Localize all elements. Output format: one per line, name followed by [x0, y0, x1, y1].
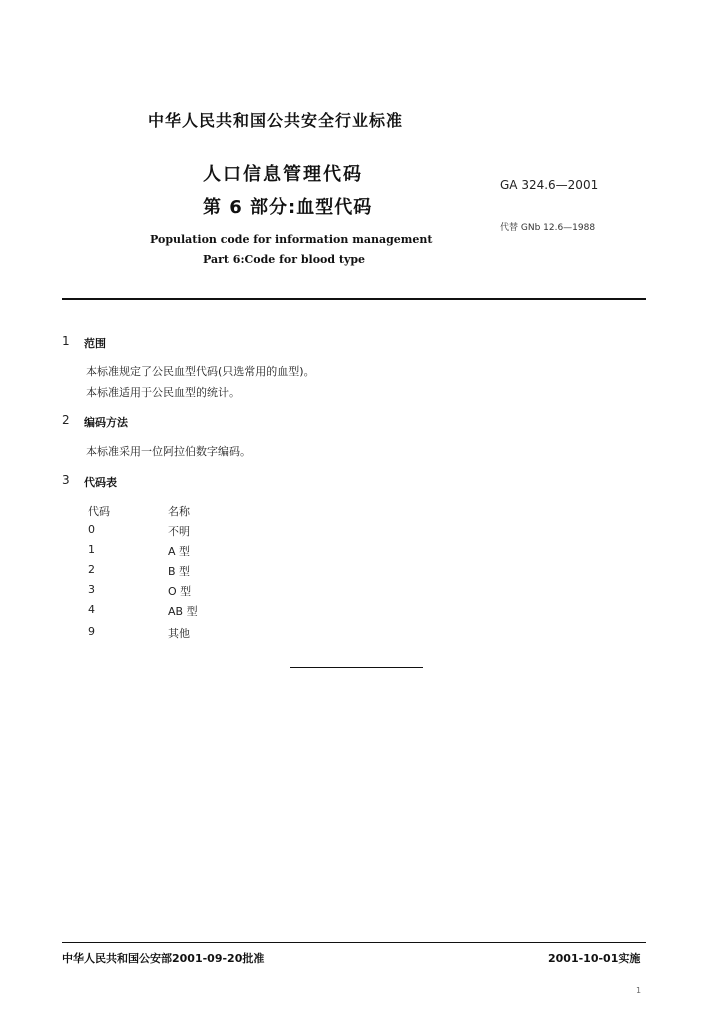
replaces-note: 代替 GNb 12.6—1988	[500, 223, 596, 233]
end-of-text-rule	[290, 667, 423, 668]
section-1-title: 范围	[84, 337, 106, 350]
footer-divider	[62, 942, 646, 943]
table-cell-name: O 型	[168, 585, 192, 598]
standard-title-cn-line2: 第 6 部分:血型代码	[203, 197, 373, 218]
section-3-number: 3	[62, 473, 70, 487]
effective-date: 2001-10-01实施	[548, 952, 641, 965]
table-cell-name: 不明	[168, 525, 190, 538]
section-1-paragraph-1: 本标准规定了公民血型代码(只选常用的血型)。	[86, 365, 315, 378]
issuing-body: 中华人民共和国公共安全行业标准	[148, 111, 404, 130]
table-cell-name: 其他	[168, 627, 190, 640]
section-1-number: 1	[62, 334, 70, 348]
section-1-paragraph-2: 本标准适用于公民血型的统计。	[86, 386, 240, 399]
page-number: 1	[636, 986, 642, 995]
table-cell-name: B 型	[168, 565, 191, 578]
section-2-paragraph-1: 本标准采用一位阿拉伯数字编码。	[86, 445, 251, 458]
standard-title-en-line1: Population code for information management	[150, 233, 433, 246]
section-2-number: 2	[62, 413, 70, 427]
approval-statement: 中华人民共和国公安部2001-09-20批准	[62, 952, 265, 965]
table-cell-code: 4	[88, 603, 95, 616]
code-column-header: 代码	[88, 505, 110, 518]
table-cell-name: AB 型	[168, 605, 198, 618]
name-column-header: 名称	[168, 505, 190, 518]
section-3-title: 代码表	[84, 476, 117, 489]
standard-title-cn-line1: 人口信息管理代码	[203, 164, 363, 185]
table-cell-code: 0	[88, 523, 95, 536]
section-2-title: 编码方法	[84, 416, 128, 429]
header-divider	[62, 298, 646, 300]
table-cell-name: A 型	[168, 545, 191, 558]
table-cell-code: 9	[88, 625, 95, 638]
standard-title-en-line2: Part 6:Code for blood type	[203, 253, 366, 266]
table-cell-code: 3	[88, 583, 95, 596]
table-cell-code: 2	[88, 563, 95, 576]
table-cell-code: 1	[88, 543, 95, 556]
standard-number: GA 324.6—2001	[500, 178, 599, 192]
